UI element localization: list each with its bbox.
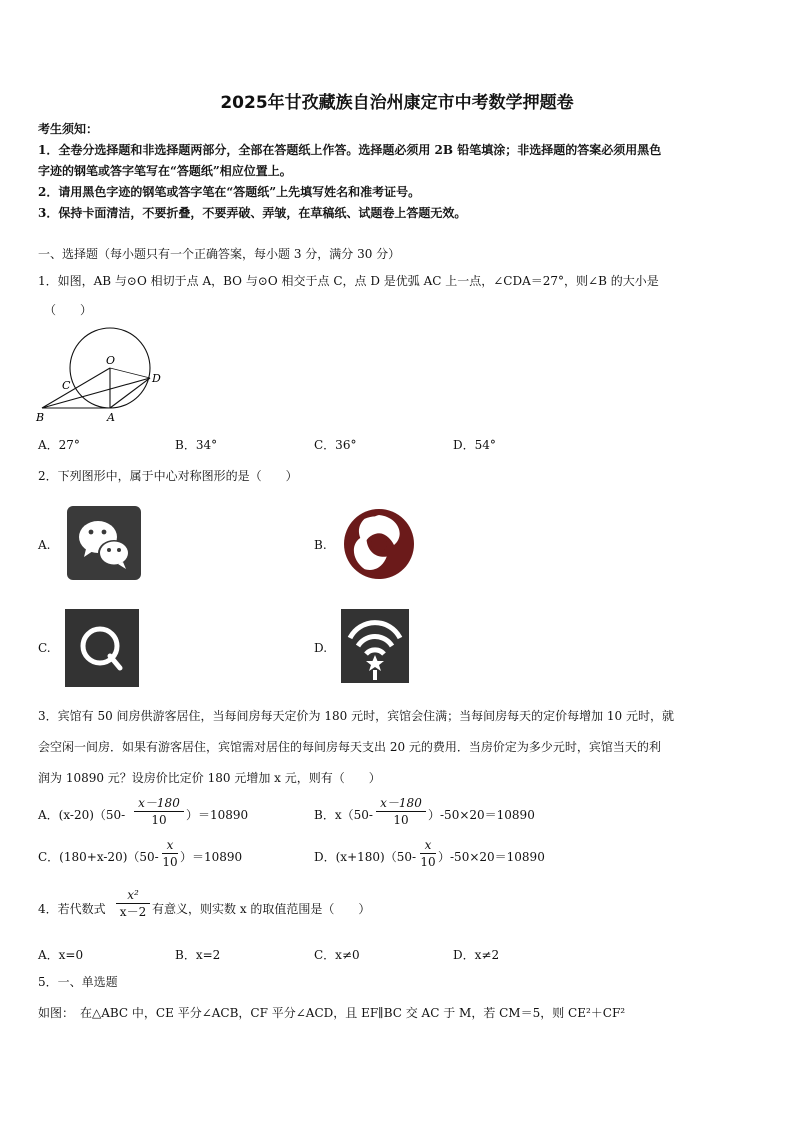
q1-paren: （ ） (44, 303, 93, 317)
q1-option-a: A．27° (38, 438, 80, 452)
q5-text: 如图： 在△ABC 中，CE 平分∠ACB，CF 平分∠ACD，且 EF∥BC 交 AC 于 M，若 CM＝5，则 CE²＋CF² (38, 1006, 626, 1020)
q3-option-d-fraction (420, 838, 436, 869)
q4-option-b: B．x=2 (175, 948, 221, 962)
q3-option-d-suffix: ）-50×20＝10890 (438, 850, 545, 864)
q1-option-c: C．36° (314, 438, 357, 452)
swirl-logo-icon (340, 505, 418, 583)
q1-label-a: A (107, 411, 115, 424)
q4-numerator: x² (127, 888, 139, 902)
q4-denominator: x－2 (119, 905, 147, 919)
q3-option-b-fraction (376, 796, 426, 827)
q3-option-b-denominator: 10 (393, 813, 409, 827)
section-heading: 一、选择题（每小题只有一个正确答案，每小题 3 分，满分 30 分） (38, 247, 401, 261)
notice-heading: 考生须知： (38, 122, 99, 136)
q4-option-a: A．x=0 (38, 948, 84, 962)
q3-option-c-suffix: ）＝10890 (180, 850, 243, 864)
q3-option-a-denominator: 10 (151, 813, 167, 827)
q5-heading: 5．一、单选题 (38, 975, 118, 989)
q3-option-d-numerator: x (424, 838, 432, 852)
notice-item-3: 3．保持卡面清洁，不要折叠，不要弄破、弄皱，在草稿纸、试题卷上答题无效。 (38, 206, 467, 220)
q-logo-icon (64, 608, 140, 688)
q3-line3: 润为 10890 元？设房价比定价 180 元增加 x 元，则有（ ） (38, 771, 381, 785)
q1-label-b: B (36, 411, 45, 424)
q4-suffix: 有意义，则实数 x 的取值范围是（ ） (152, 902, 371, 916)
q3-option-b-prefix: B．x（50- (314, 808, 373, 822)
q2-stem: 2．下列图形中，属于中心对称图形的是（ ） (38, 469, 298, 483)
q1-option-b: B．34° (175, 438, 218, 452)
q1-option-d: D．54° (453, 438, 496, 452)
q4-prefix: 4．若代数式 (38, 902, 106, 916)
q2-option-c-label: C. (38, 641, 51, 655)
q4-fraction (116, 888, 150, 919)
q3-line2: 会空闲一间房．如果有游客居住，宾馆需对居住的每间房每天支出 20 元的费用．当房价定为多少元时，宾馆当天的利 (38, 740, 661, 754)
notice-item-1-cont: 字迹的钢笔或答字笔写在“答题纸”相应位置上。 (38, 164, 292, 178)
q3-option-a-prefix: A．(x-20)（50- (38, 808, 126, 822)
q1-stem: 1．如图，AB 与⊙O 相切于点 A，BO 与⊙O 相交于点 C，点 D 是优弧 AC 上一点，∠CDA＝27°，则∠B 的大小是 (38, 274, 659, 288)
q3-option-b-suffix: ）-50×20＝10890 (428, 808, 535, 822)
q2-option-d-label: D. (314, 641, 328, 655)
q3-option-c-denominator: 10 (162, 855, 178, 869)
notice-item-1: 1．全卷分选择题和非选择题两部分，全部在答题纸上作答。选择题必须用 2B 铅笔填涂；非选择题的答案必须用黑色 (38, 143, 662, 157)
q1-label-c: C (62, 379, 71, 392)
q1-geometry-figure (32, 326, 172, 426)
q3-option-c-fraction (162, 838, 178, 869)
q3-option-b-numerator: x－180 (380, 796, 422, 810)
q4-option-c: C．x≠0 (314, 948, 360, 962)
q3-option-d-denominator: 10 (420, 855, 436, 869)
wifi-logo-icon (340, 608, 410, 684)
q1-label-d: D (152, 372, 161, 385)
q3-option-d-prefix: D．(x+180)（50- (314, 850, 417, 864)
page-title: 2025年甘孜藏族自治州康定市中考数学押题卷 (220, 93, 574, 113)
q1-label-o: O (106, 354, 116, 367)
q3-option-a-numerator: x－180 (138, 796, 180, 810)
notice-item-2: 2．请用黑色字迹的钢笔或答字笔在“答题纸”上先填写姓名和准考证号。 (38, 185, 421, 199)
q3-option-c-numerator: x (166, 838, 174, 852)
q3-option-a-suffix: ）＝10890 (186, 808, 249, 822)
q2-option-b-label: B. (314, 538, 327, 552)
q4-option-d: D．x≠2 (453, 948, 500, 962)
q3-option-c-prefix: C．(180+x-20)（50- (38, 850, 159, 864)
q3-line1: 3．宾馆有 50 间房供游客居住，当每间房每天定价为 180 元时，宾馆会住满；当每间房每天的定价每增加 10 元时，就 (38, 709, 674, 723)
q2-option-a-label: A. (38, 538, 51, 552)
q3-option-a-fraction (134, 796, 184, 827)
wechat-logo-icon (66, 505, 142, 581)
